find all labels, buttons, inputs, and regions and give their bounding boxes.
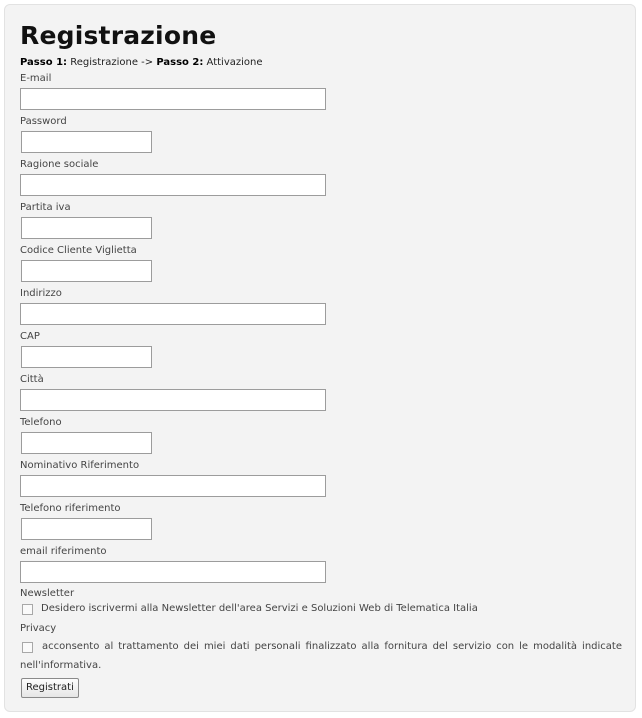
privacy-checkbox-label: acconsento al trattamento dei miei dati personali finalizzato alla fornitura del servizio con le modalità indicate nell'informativa. xyxy=(20,641,622,671)
newsletter-checkbox[interactable] xyxy=(22,604,33,615)
cap-label: CAP xyxy=(20,331,40,342)
telefono-label: Telefono xyxy=(20,417,62,428)
password-input[interactable] xyxy=(21,131,152,153)
step2-text: Attivazione xyxy=(203,57,263,68)
email-label: E-mail xyxy=(20,73,52,84)
step2-label: Passo 2: xyxy=(156,57,204,68)
cap-input[interactable] xyxy=(21,346,152,368)
telefono-input[interactable] xyxy=(21,432,152,454)
ragione-sociale-input[interactable] xyxy=(20,174,326,196)
steps-indicator xyxy=(20,57,263,69)
privacy-heading: Privacy xyxy=(20,623,57,634)
indirizzo-input[interactable] xyxy=(20,303,326,325)
indirizzo-label: Indirizzo xyxy=(20,288,62,299)
codice-cliente-input[interactable] xyxy=(21,260,152,282)
email-input[interactable] xyxy=(20,88,326,110)
citta-label: Città xyxy=(20,374,44,385)
codice-cliente-label: Codice Cliente Viglietta xyxy=(20,245,137,256)
citta-input[interactable] xyxy=(20,389,326,411)
step1-text: Registrazione -> xyxy=(67,57,157,68)
page-title: Registrazione xyxy=(20,21,217,50)
partita-iva-input[interactable] xyxy=(21,217,152,239)
partita-iva-label: Partita iva xyxy=(20,202,71,213)
nominativo-input[interactable] xyxy=(20,475,326,497)
telefono-rif-input[interactable] xyxy=(21,518,152,540)
newsletter-heading: Newsletter xyxy=(20,588,75,599)
email-rif-input[interactable] xyxy=(20,561,326,583)
ragione-sociale-label: Ragione sociale xyxy=(20,159,99,170)
registrati-button[interactable]: Registrati xyxy=(21,678,79,698)
telefono-rif-label: Telefono riferimento xyxy=(20,503,121,514)
email-rif-label: email riferimento xyxy=(20,546,107,557)
newsletter-checkbox-label: Desidero iscrivermi alla Newsletter dell'area Servizi e Soluzioni Web di Telematica Italia xyxy=(41,603,478,614)
step1-label: Passo 1: xyxy=(20,57,68,68)
password-label: Password xyxy=(20,116,67,127)
nominativo-label: Nominativo Riferimento xyxy=(20,460,140,471)
